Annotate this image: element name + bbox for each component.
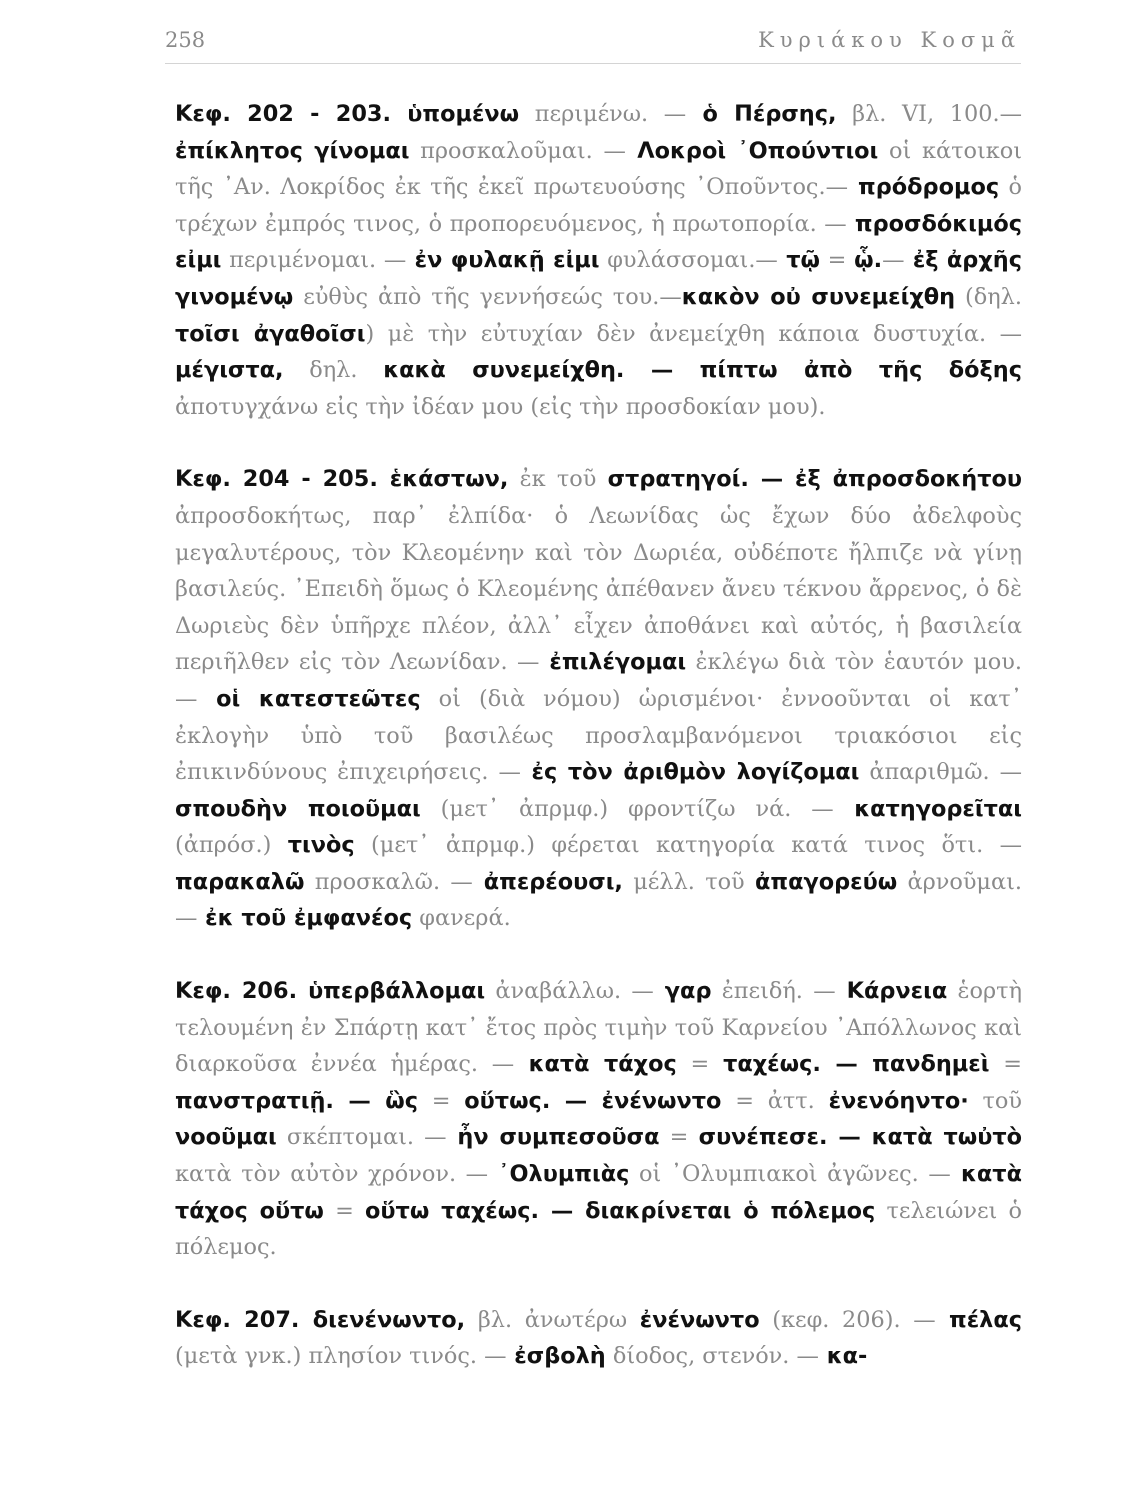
running-title: Κυριάκου Κοσμᾶ [758, 28, 1021, 52]
gloss-text: — [882, 247, 905, 274]
lemma-text: Κάρνεια [835, 978, 948, 1005]
gloss-text: = [417, 1087, 465, 1114]
lemma-text: Λοκροὶ ᾿Οπούντιοι [625, 137, 879, 164]
lemma-text: κακὸν οὐ συνεμείχθη [681, 283, 956, 310]
paragraph-ch-202-203 [175, 96, 1022, 425]
paragraph-ch-207 [175, 1302, 1022, 1375]
gloss-text: βλ. ἀνωτέρω [465, 1306, 640, 1333]
gloss-text: ἀναβάλλω. — [485, 978, 654, 1005]
gloss-text: οἱ (διὰ νόμου) ὡρισμένοι· ἐννοοῦνται οἱ κατ᾿ ἐκλογὴν ὑπὸ τοῦ βασιλέως προσλαμβανόμενοι τριακόσιοι εἰς ἐπικινδύνους ἐπιχειρήσεις. — [175, 685, 1022, 786]
gloss-text: δηλ. [283, 357, 384, 384]
gloss-text: οἱ ᾿Ολυμπιακοὶ ἀγῶνες. — [629, 1161, 951, 1188]
lemma-text: τινὸς [287, 832, 355, 859]
lemma-text: ἦν συμπεσοῦσα [446, 1124, 660, 1151]
gloss-text: (ἀπρόσ.) [175, 832, 288, 859]
gloss-text: βλ. VI, 100.— [836, 101, 1022, 127]
gloss-text: (κεφ. 206). — [759, 1306, 936, 1333]
lemma-text: στρατηγοί. — ἐξ ἀπροσδοκήτου [607, 466, 1022, 493]
lemma-text: σπουδὴν ποιοῦμαι [175, 795, 421, 822]
lemma-text: Κεφ. 202 - 203. ὑπομένω [175, 101, 520, 127]
gloss-text: (μετὰ γνκ.) πλησίον τινός. — [175, 1343, 507, 1370]
gloss-text: (δηλ. [955, 283, 1022, 310]
page-number: 258 [165, 28, 206, 52]
gloss-text: φανερά. [412, 905, 511, 932]
gloss-text: τελειώνει ὁ πόλεμος. [175, 1197, 1022, 1261]
paragraph-ch-204-205 [175, 461, 1022, 937]
gloss-text: ὁ τρέχων ἐμπρός τινος, ὁ προπορευόμενος, ἡ πρωτοπορία. — [175, 174, 1022, 237]
lemma-text: ἐπίκλητος γίνομαι [175, 137, 410, 164]
gloss-text: = [819, 247, 855, 274]
gloss-text: μέλλ. τοῦ [622, 868, 755, 895]
lemma-text: κατηγορεῖται [833, 795, 1022, 822]
lemma-text: κα- [818, 1343, 868, 1370]
lemma-text: οὕτως. — ἐνένωντο [464, 1087, 722, 1114]
gloss-text: = [676, 1051, 724, 1078]
lemma-text: οἱ κατεστεῶτες [197, 685, 421, 712]
lemma-text: κακὰ συνεμείχθη. — πίπτω ἀπὸ τῆς δόξης [383, 357, 1022, 384]
gloss-text: ἀρνοῦμαι. — [175, 868, 1023, 932]
lemma-text: Κεφ. 206. ὑπερβάλλομαι [175, 978, 486, 1005]
gloss-text: τοῦ [968, 1087, 1023, 1114]
lemma-text: κατὰ τάχος [514, 1051, 677, 1078]
gloss-text: (μετ᾿ ἀπρμφ.) φέρεται κατηγορία κατά τινος ὅτι. — [354, 832, 1022, 859]
lemma-text: ἐσβολὴ [506, 1343, 606, 1370]
lemma-text: Κεφ. 204 - 205. ἑκάστων, [175, 466, 509, 493]
lemma-text: ἐνένωντο [639, 1306, 760, 1333]
lemma-text: ἀπαγορεύω [754, 868, 898, 895]
gloss-text: ἐκλέγω διὰ τὸν ἑαυτόν μου. — [175, 649, 1023, 712]
lemma-text: γαρ [653, 978, 712, 1005]
gloss-text: (μετ᾿ ἀπρμφ.) φροντίζω νά. — [420, 795, 834, 822]
commentary-text [175, 96, 1022, 1411]
gloss-text: προσκαλοῦμαι. — [409, 137, 626, 164]
lemma-text: νοοῦμαι [175, 1124, 277, 1151]
lemma-text: προσδόκιμός εἰμι [175, 210, 1022, 274]
paragraph-ch-206 [175, 973, 1022, 1266]
lemma-text: ᾧ. [854, 247, 883, 274]
gloss-text: προσκαλῶ. — [304, 868, 473, 895]
gloss-text: ἐκ τοῦ [508, 466, 608, 493]
gloss-text: δίοδος, στενόν. — [605, 1343, 819, 1370]
gloss-text: = [323, 1197, 366, 1224]
lemma-text: ἐξ ἀρχῆς γινομένῳ [175, 247, 1022, 310]
lemma-text: ἐκ τοῦ ἐμφανέος [197, 905, 413, 932]
lemma-text: Κεφ. 207. διενένωντο, [175, 1306, 466, 1333]
gloss-text: ἐπειδή. — [711, 978, 836, 1005]
gloss-text: = ἀττ. [721, 1087, 829, 1114]
gloss-text: ἀπροσδοκήτως, παρ᾿ ἐλπίδα· ὁ Λεωνίδας ὡς ἔχων δύο ἀδελφοὺς μεγαλυτέρους, τὸν Κλεομένην καὶ τὸν Δωριέα, οὐδέποτε ἤλπιζε νὰ γίνῃ βασιλεύς. ᾿Επειδὴ ὅμως ὁ Κλεομένης ἀπέθανεν ἄνευ τέκνου ἄρρενος, ὁ δὲ Δωριεὺς δὲν ὑπῆρχε πλέον, ἀλλ᾿ εἶχεν ἀποθάνει καὶ αὐτός, ἡ βασιλεία περιῆλθεν εἰς τὸν Λεωνίδαν. — [175, 502, 1022, 676]
page-header [165, 28, 1021, 52]
gloss-text: περιμένω. — [519, 101, 687, 127]
lemma-text: τῷ [777, 247, 820, 274]
lemma-text: παρακαλῶ [175, 868, 305, 895]
lemma-text: πρόδρομος [847, 174, 1000, 201]
lemma-text: πανστρατιῇ. — ὣς [175, 1087, 418, 1114]
gloss-text: εὐθὺς ἀπὸ τῆς γεννήσεώς του.— [293, 283, 682, 310]
gloss-text: σκέπτομαι. — [276, 1124, 447, 1151]
lemma-text: συνέπεσε. — κατὰ τωὐτὸ [698, 1124, 1022, 1151]
gloss-text: = [659, 1124, 699, 1151]
lemma-text: τοῖσι ἀγαθοῖσι [175, 320, 366, 347]
lemma-text: οὕτω ταχέως. — διακρίνεται ὁ πόλεμος [365, 1197, 876, 1224]
lemma-text: ὁ Πέρσης, [686, 101, 837, 127]
lemma-text: ἐς τὸν ἀριθμὸν λογίζομαι [520, 759, 860, 786]
lemma-text: ἐν φυλακῇ εἰμι [406, 247, 600, 274]
lemma-text: ἀπερέουσι, [472, 868, 623, 895]
lemma-text: ἐνενόηντο· [828, 1087, 969, 1114]
gloss-text: ἀπαριθμῶ. — [859, 759, 1022, 786]
gloss-text: ἑορτὴ τελουμένη ἐν Σπάρτῃ κατ᾿ ἔτος πρὸς τιμὴν τοῦ Καρνείου ᾿Απόλλωνος καὶ διαρκοῦσα ἐννέα ἡμέρας. — [175, 978, 1022, 1078]
gloss-text: = [989, 1051, 1023, 1078]
gloss-text: περιμένομαι. — [221, 247, 407, 274]
lemma-text: μέγιστα, [175, 357, 284, 384]
gloss-text: ἀποτυγχάνω εἰς τὴν ἰδέαν μου (εἰς τὴν προσδοκίαν μου). [175, 393, 826, 420]
lemma-text: πέλας [935, 1306, 1022, 1333]
gloss-text: ) μὲ τὴν εὐτυχίαν δὲν ἀνεμείχθη κάποια δυστυχία. — [365, 320, 1022, 347]
header-rule [165, 63, 1021, 64]
lemma-text: κατὰ τάχος οὕτω [175, 1161, 1022, 1224]
gloss-text: οἱ κάτοικοι τῆς ᾿Αν. Λοκρίδος ἐκ τῆς ἐκεῖ πρωτευούσης ᾿Οποῦντος.— [175, 137, 1022, 201]
gloss-text: φυλάσσομαι.— [599, 247, 778, 274]
lemma-text: ᾿Ολυμπιὰς [488, 1161, 630, 1188]
lemma-text: ταχέως. — πανδημεὶ [723, 1051, 990, 1078]
lemma-text: ἐπιλέγομαι [539, 649, 687, 676]
gloss-text: κατὰ τὸν αὐτὸν χρόνον. — [175, 1161, 489, 1188]
